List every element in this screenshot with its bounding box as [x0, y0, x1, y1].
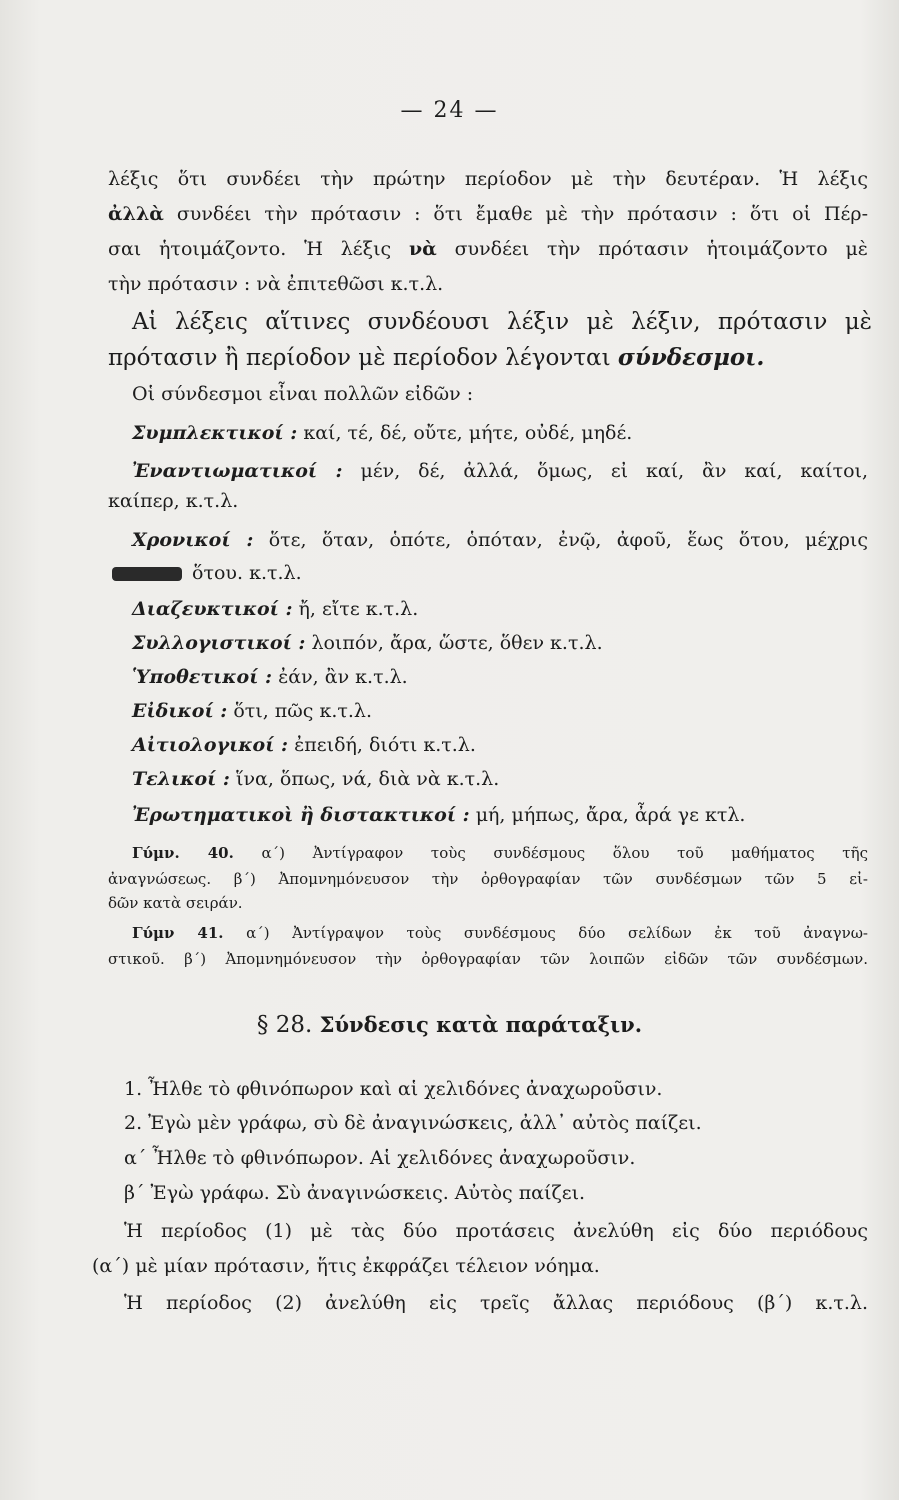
category-examples: μή, μήπως, ἄρα, ἆρά γε κτλ.	[475, 804, 746, 826]
category-name: Ἐρωτηματικοὶ ἢ διστακτικοί :	[132, 804, 470, 826]
example-1: 1. Ἦλθε τὸ φθινόπωρον καὶ αἱ χελιδόνες ἀναχωροῦσιν.	[124, 1078, 663, 1100]
category-ypothetikoi	[132, 664, 892, 690]
word-alla: ἀλλὰ	[108, 203, 164, 225]
category-examples: καί, τέ, δέ, οὔτε, μήτε, οὐδέ, μηδέ.	[303, 422, 633, 444]
category-name: Ὑποθετικοί :	[132, 666, 273, 688]
category-examples: μέν, δέ, ἀλλά, ὅμως, εἰ καί, ἂν καί, καίτοι,	[360, 460, 869, 482]
category-examples: ἤ, εἴτε κ.τ.λ.	[298, 598, 419, 620]
word-na: νὰ	[408, 238, 437, 260]
category-enantiomatikoi-cont: καίπερ, κ.τ.λ.	[108, 490, 239, 512]
conclusion-line-3: Ἡ περίοδος (2) ἀνελύθη εἰς τρεῖς ἄλλας περιόδους (β΄) κ.τ.λ.	[124, 1292, 868, 1314]
page-number: — 24 —	[400, 98, 499, 123]
category-name: Αἰτιολογικοί :	[132, 734, 289, 756]
category-examples: ἵνα, ὅπως, νά, διὰ νὰ κ.τ.λ.	[236, 768, 500, 790]
definition-line-1: Αἱ λέξεις αἵτινες συνδέουσι λέξιν μὲ λέξιν, πρότασιν μὲ	[132, 309, 872, 335]
category-name: Τελικοί :	[132, 768, 230, 790]
exercise-40-line-1	[132, 840, 868, 866]
category-chronikoi-cont	[108, 560, 868, 586]
exercise-41-label: Γύμν 41.	[132, 924, 224, 942]
exercise-40-text: α΄) Ἀντίγραφον τοὺς συνδέσμους ὅλου τοῦ μαθήματος τῆς	[261, 844, 868, 862]
exercise-40-label: Γύμν. 40.	[132, 844, 234, 862]
exercise-41-line-2: στικοῦ. β΄) Ἀπομνημόνευσον τὴν ὀρθογραφίαν τῶν λοιπῶν εἰδῶν τῶν συνδέσμων.	[108, 950, 868, 968]
category-name: Συλλογιστικοί :	[132, 632, 306, 654]
category-erotimatikoi	[132, 802, 892, 828]
section-heading	[0, 1012, 899, 1038]
category-aitiologikoi	[132, 732, 892, 758]
example-b: β΄ Ἐγὼ γράφω. Σὺ ἀναγινώσκεις. Αὐτὸς παίζει.	[124, 1182, 586, 1204]
category-telikoi	[132, 766, 892, 792]
category-name: Εἰδικοί :	[132, 700, 228, 722]
category-name: Ἐναντιωματικοί :	[132, 460, 343, 482]
conclusion-line-1: Ἡ περίοδος (1) μὲ τὰς δύο προτάσεις ἀνελύθη εἰς δύο περιόδους	[124, 1220, 868, 1242]
example-2: 2. Ἐγὼ μὲν γράφω, σὺ δὲ ἀναγινώσκεις, ἀλλ᾽ αὐτὸς παίζει.	[124, 1112, 702, 1134]
exercise-40-line-3: δῶν κατὰ σειράν.	[108, 894, 243, 912]
category-enantiomatikoi	[132, 458, 868, 484]
kinds-intro: Οἱ σύνδεσμοι εἶναι πολλῶν εἰδῶν :	[132, 383, 474, 405]
paragraph-line-3-start: σαι ἡτοιμάζοντο. Ἡ λέξις	[108, 238, 392, 260]
paragraph-line-3-rest: συνδέει τὴν πρότασιν ἡτοιμάζοντο μὲ	[454, 238, 868, 260]
exercise-41-line-1	[132, 920, 868, 946]
category-symplektikoi	[132, 420, 892, 446]
example-a: α΄ Ἦλθε τὸ φθινόπωρον. Αἱ χελιδόνες ἀναχωροῦσιν.	[124, 1147, 636, 1169]
paragraph-line-4: τὴν πρότασιν : νὰ ἐπιτεθῶσι κ.τ.λ.	[108, 273, 444, 295]
category-examples: ὅτι, πῶς κ.τ.λ.	[233, 700, 373, 722]
category-diazeuktikoi	[132, 596, 892, 622]
paragraph-line-2	[108, 201, 868, 227]
paragraph-line-2-rest: συνδέει τὴν πρότασιν : ὅτι ἔμαθε μὲ τὴν πρότασιν : ὅτι οἱ Πέρ-	[176, 203, 868, 225]
definition-line-2	[108, 345, 868, 371]
section-number: § 28.	[256, 1012, 313, 1038]
category-examples: ἐπειδή, διότι κ.τ.λ.	[294, 734, 476, 756]
definition-text: πρότασιν ἢ περίοδον μὲ περίοδον λέγονται	[108, 345, 611, 371]
category-name: Χρονικοί :	[132, 529, 254, 551]
category-chronikoi	[132, 527, 868, 553]
category-examples: λοιπόν, ἄρα, ὥστε, ὅθεν κ.τ.λ.	[311, 632, 603, 654]
category-examples: ἐάν, ἂν κ.τ.λ.	[278, 666, 408, 688]
section-title: Σύνδεσις κατὰ παράταξιν.	[319, 1012, 643, 1037]
category-syllogistikoi	[132, 630, 892, 656]
definition-term: σύνδεσμοι.	[617, 344, 765, 371]
ink-smudge	[112, 567, 182, 581]
category-eidikoi	[132, 698, 892, 724]
category-examples: ὅτε, ὅταν, ὁπότε, ὁπόταν, ἐνῷ, ἀφοῦ, ἕως ὅτου, μέχρις	[268, 529, 868, 551]
conclusion-line-2: (α΄) μὲ μίαν πρότασιν, ἥτις ἐκφράζει τέλειον νόημα.	[92, 1255, 600, 1277]
paragraph-line-1: λέξις ὅτι συνδέει τὴν πρώτην περίοδον μὲ τὴν δευτέραν. Ἡ λέξις	[108, 168, 868, 190]
exercise-41-text: α΄) Ἀντίγραψον τοὺς συνδέσμους δύο σελίδων ἐκ τοῦ ἀναγνω-	[246, 924, 868, 942]
category-name: Διαζευκτικοί :	[132, 598, 293, 620]
paragraph-line-3	[108, 236, 868, 262]
exercise-40-line-2: ἀναγνώσεως. β΄) Ἀπομνημόνευσον τὴν ὀρθογραφίαν τῶν συνδέσμων τῶν 5 εἰ-	[108, 870, 868, 888]
category-name: Συμπλεκτικοί :	[132, 422, 298, 444]
category-examples: ὅτου. κ.τ.λ.	[192, 562, 302, 584]
